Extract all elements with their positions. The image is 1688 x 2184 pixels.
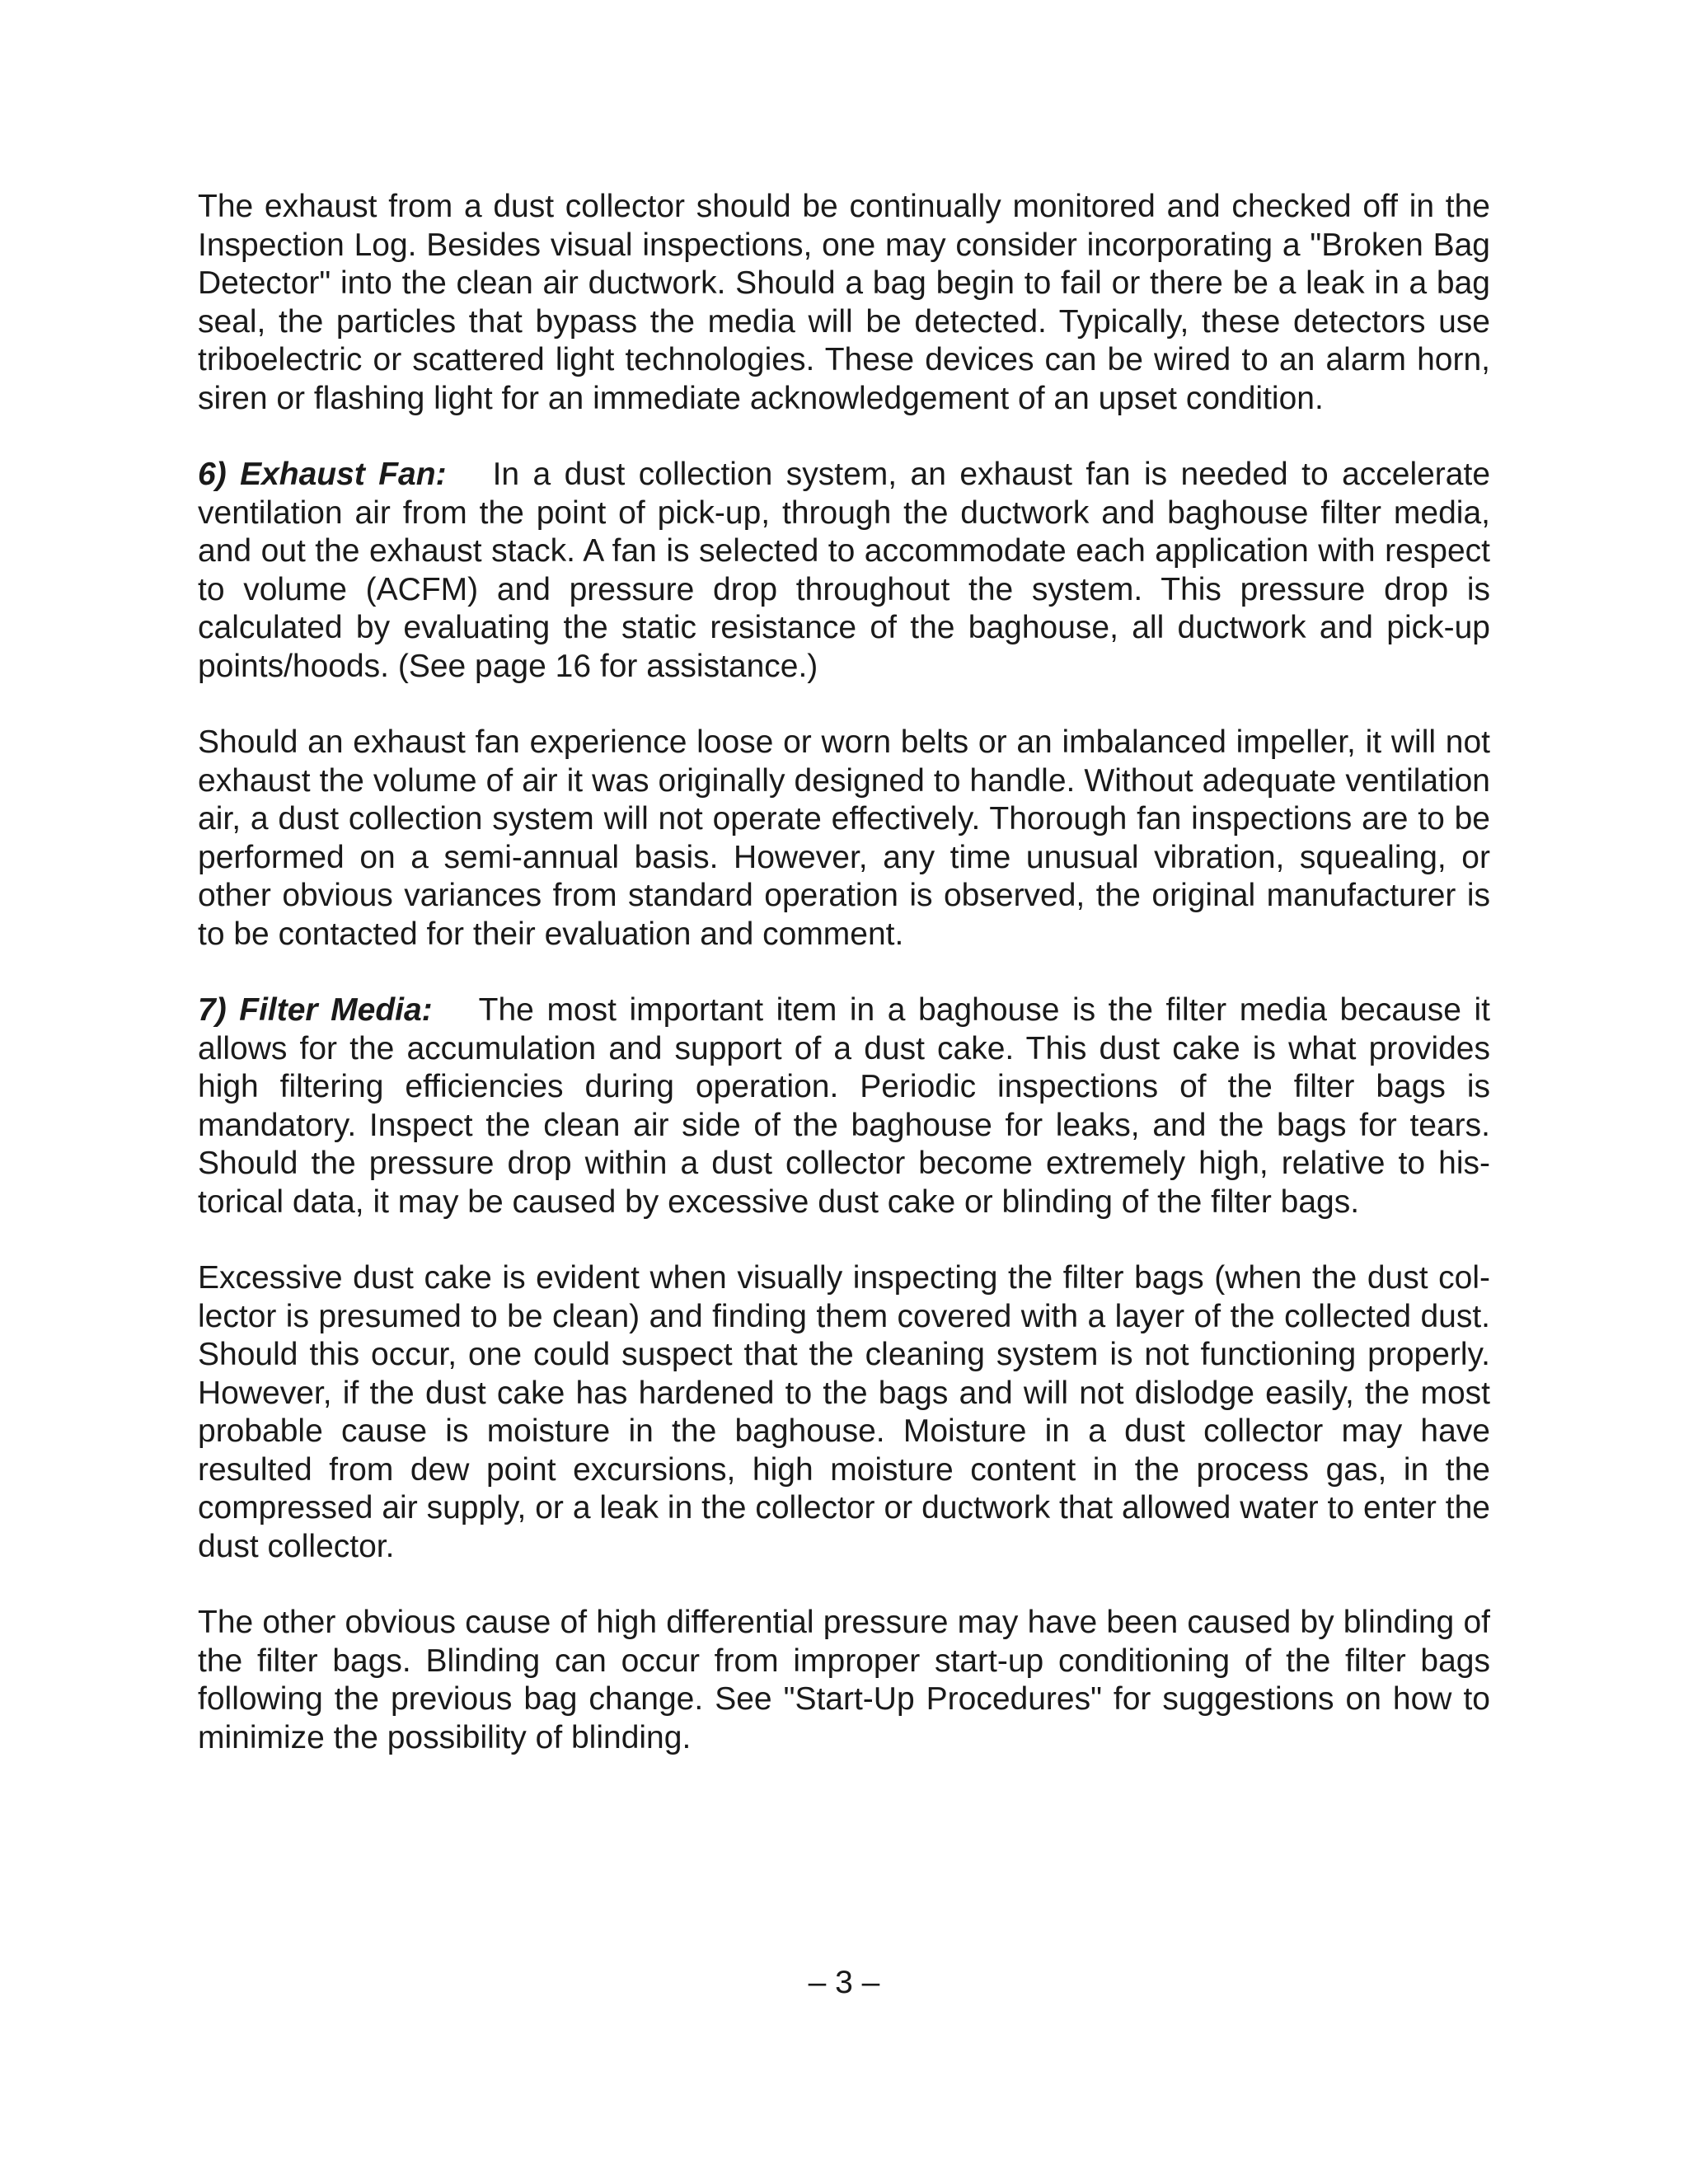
paragraph-blinding (198, 1604, 1490, 1757)
paragraph-text: Should an exhaust fan experience loose or worn belts or an imbalanced impeller, it will not exhaust the volume of air it was originally designed to handle. Without adequate ventilation air, a dust collection system will not operate effectively. Thorough fan inspections are to be performed on a semi-annual basis. However, any time unusual vibration, squealing, or other obvious variances from standard operation is observed, the original manufacturer is to be contacted for their evaluation and comment. (198, 724, 1490, 952)
document-body (198, 188, 1490, 1795)
paragraph-text: The other obvious cause of high differential pressure may have been caused by blinding of the filter bags. Blinding can occur from improper start-up conditioning of the filter bags following the previous bag change. See "Start-Up Procedures" for suggestions on how to minimize the possibility of blinding. (198, 1605, 1490, 1755)
paragraph-broken-bag-detector (198, 188, 1490, 418)
paragraph-fan-inspection (198, 724, 1490, 954)
paragraph-dust-cake (198, 1259, 1490, 1566)
paragraph-filter-media (198, 991, 1490, 1221)
paragraph-text: The exhaust from a dust collector should be continually monitored and checked off in the Inspection Log. Besides visual inspections, one may consider incorporating a "Broken Bag Detector" into the clean air ductwork. Should a bag begin to fail or there be a leak in a bag seal, the particles that bypass the media will be detected. Typically, these detectors use triboelectric or scattered light technologies. These devices can be wired to an alarm horn, siren or flashing light for an immediate acknowledgement of an upset condition. (198, 189, 1490, 416)
page-number: – 3 – (808, 1965, 880, 2000)
section-heading-exhaust-fan: 6) Exhaust Fan: (198, 457, 447, 492)
paragraph-text: Excessive dust cake is evident when visually inspecting the filter bags (when the dust collector is presumed to be clean) and finding them covered with a layer of the collected dust. Should this occur, one could suspect that the cleaning system is not functioning properly. However, if the dust cake has hardened to the bags and will not dislodge easily, the most probable cause is moisture in the baghouse. Moisture in a dust collector may have resulted from dew point excursions, high moisture content in the process gas, in the compressed air supply, or a leak in the collector or ductwork that allowed water to enter the dust collector. (198, 1260, 1490, 1564)
paragraph-text: In a dust collection system, an exhaust fan is needed to accelerate ventilation air from the point of pick-up, through the ductwork and baghouse filter media, and out the exhaust stack. A fan is selected to accommodate each application with respect to volume (ACFM) and pressure drop throughout the system. This pressure drop is calculated by evaluating the static resistance of the baghouse, all ductwork and pick-up points/hoods. (See page 16 for assistance.) (198, 457, 1491, 684)
paragraph-text: The most important item in a baghouse is the filter media because it allows for the accumulation and support of a dust cake. This dust cake is what provides high filtering efficiencies during operation. Periodic inspections of the filter bags is mandatory. Inspect the clean air side of the baghouse for leaks, and the bags for tears. Should the pressure drop within a dust collector become extremely high, relative to historical data, it may be caused by excessive dust cake or blinding of the filter bags. (198, 992, 1490, 1220)
paragraph-exhaust-fan (198, 456, 1490, 686)
section-heading-filter-media: 7) Filter Media: (198, 992, 433, 1028)
